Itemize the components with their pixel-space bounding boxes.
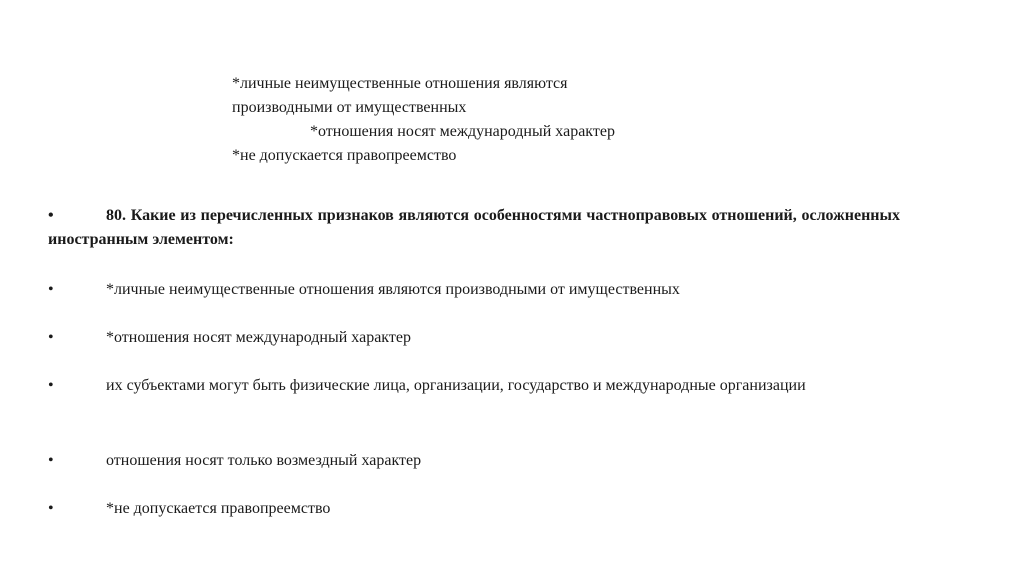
bullet: • (48, 281, 54, 298)
previous-answer-line: производными от имущественных (232, 99, 467, 116)
bullet: • (48, 207, 54, 224)
bullet: • (48, 377, 54, 394)
answer-option (48, 449, 900, 473)
previous-answer-line: *отношения носят международный характер (310, 123, 615, 140)
answer-option-text: их субъектами могут быть физические лица, организации, государство и международные организации (106, 377, 806, 394)
bullet: • (48, 329, 54, 346)
answer-option (48, 326, 900, 350)
answer-option-text: *не допускается правопреемство (106, 500, 331, 517)
answer-option-text: *личные неимущественные отношения являются производными от имущественных (106, 281, 680, 298)
previous-answers-block (232, 72, 752, 168)
question-text: Какие из перечисленных признаков являются особенностями частноправовых отношений, осложненных иностранным элементом: (48, 207, 900, 248)
bullet: • (48, 500, 54, 517)
answer-option (48, 374, 900, 398)
previous-answer-line: *не допускается правопреемство (232, 147, 457, 164)
question-80 (48, 204, 900, 252)
answer-option-text: отношения носят только возмездный характер (106, 452, 422, 469)
answer-option (48, 497, 900, 521)
answer-option (48, 278, 900, 302)
question-number: 80. (106, 207, 126, 224)
answer-option-text: *отношения носят международный характер (106, 329, 411, 346)
previous-answer-line: *личные неимущественные отношения являются (232, 75, 568, 92)
bullet: • (48, 452, 54, 469)
